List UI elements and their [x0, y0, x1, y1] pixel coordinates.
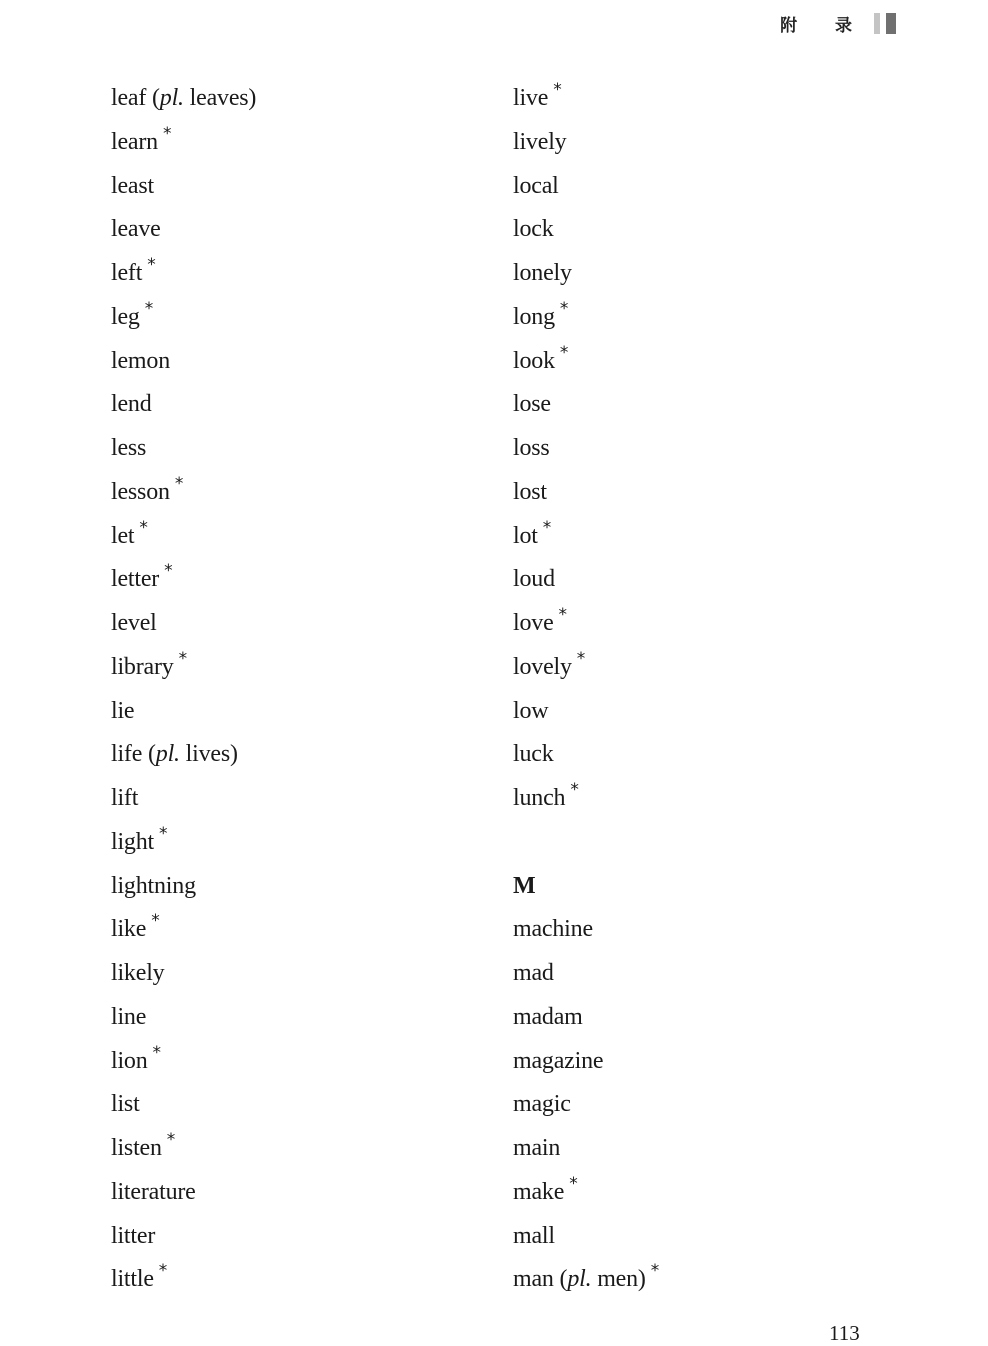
- word-text: loss: [513, 435, 550, 461]
- word-entry: [111, 470, 491, 514]
- word-entry: [513, 514, 893, 558]
- word-text: long: [513, 303, 555, 330]
- section-heading: [513, 864, 893, 908]
- word-text: lively: [513, 128, 567, 155]
- word-text: lot: [513, 522, 538, 549]
- word-entry: [111, 207, 491, 251]
- word-entry: [111, 776, 491, 820]
- word-entry: [513, 645, 893, 689]
- plural-abbrev: pl.: [155, 741, 180, 768]
- asterisk-mark: *: [144, 298, 154, 319]
- word-text: look: [513, 347, 555, 374]
- word-text: lie: [111, 697, 135, 724]
- word-entry: [111, 164, 491, 208]
- word-text: left: [111, 260, 143, 286]
- word-entry: [111, 382, 491, 426]
- word-text: likely: [111, 960, 165, 986]
- word-text: lock: [513, 216, 554, 243]
- word-text: magazine: [513, 1047, 604, 1074]
- word-text: mall: [513, 1222, 555, 1249]
- word-text: lonely: [513, 260, 572, 286]
- plural-form: men): [591, 1266, 646, 1293]
- plural-abbrev: pl.: [567, 1266, 592, 1293]
- word-text: litter: [111, 1222, 156, 1249]
- word-text: library: [111, 653, 174, 680]
- word-text: machine: [513, 916, 593, 943]
- word-entry: [111, 1170, 491, 1214]
- asterisk-mark: *: [559, 298, 569, 319]
- word-entry: [513, 76, 893, 120]
- word-entry: [513, 1170, 893, 1214]
- word-text: lend: [111, 391, 152, 418]
- word-entry: [513, 951, 893, 995]
- word-entry: [513, 339, 893, 383]
- header-bar-dark: [886, 13, 896, 34]
- word-entry: [111, 514, 491, 558]
- word-entry: [513, 1126, 893, 1170]
- word-entry: [513, 1257, 893, 1301]
- page-header: [780, 10, 896, 36]
- word-text: letter: [111, 566, 160, 593]
- asterisk-mark: *: [162, 123, 172, 144]
- word-text: love: [513, 610, 554, 636]
- word-text: list: [111, 1091, 140, 1118]
- plural-abbrev: pl.: [159, 85, 184, 111]
- word-entry: [513, 907, 893, 951]
- word-text: local: [513, 172, 559, 199]
- word-entry: [513, 1214, 893, 1258]
- word-text: lightning: [111, 872, 196, 899]
- header-title: 附 录: [780, 15, 868, 36]
- asterisk-mark: *: [152, 1042, 161, 1063]
- word-entry: [111, 76, 491, 120]
- word-entry: [111, 1257, 491, 1301]
- word-entry: [111, 820, 491, 864]
- word-entry: [111, 251, 491, 295]
- word-text: line: [111, 1003, 147, 1030]
- word-entry: [513, 382, 893, 426]
- word-text: loud: [513, 566, 555, 593]
- word-entry: [513, 470, 893, 514]
- asterisk-mark: *: [553, 80, 562, 100]
- asterisk-mark: *: [650, 1261, 660, 1282]
- word-entry: [513, 295, 893, 339]
- asterisk-mark: *: [166, 1130, 176, 1150]
- word-text: lose: [513, 391, 551, 418]
- asterisk-mark: *: [164, 561, 173, 582]
- word-entry: [111, 951, 491, 995]
- word-text: light: [111, 828, 155, 855]
- word-column-right: [513, 76, 893, 1301]
- plural-form: lives): [179, 741, 238, 768]
- word-entry: [513, 426, 893, 470]
- asterisk-mark: *: [158, 1261, 168, 1282]
- word-entry: [513, 776, 893, 820]
- word-text: make: [513, 1178, 565, 1205]
- word-text: magic: [513, 1091, 571, 1118]
- word-text: lion: [111, 1047, 148, 1074]
- word-text: lemon: [111, 347, 170, 374]
- word-text: lost: [513, 478, 547, 505]
- word-entry: [111, 1039, 491, 1083]
- word-text: lift: [111, 785, 139, 811]
- word-entry: [111, 732, 491, 776]
- word-entry: [513, 732, 893, 776]
- word-text: little: [111, 1266, 154, 1293]
- word-text: like: [111, 916, 147, 943]
- asterisk-mark: *: [542, 517, 552, 538]
- asterisk-mark: *: [174, 473, 184, 494]
- word-entry: [111, 1082, 491, 1126]
- plural-form: leaves): [183, 85, 257, 111]
- word-entry: [111, 557, 491, 601]
- asterisk-mark: *: [576, 648, 586, 669]
- word-entry: [111, 645, 491, 689]
- word-text: lovely: [513, 653, 572, 680]
- word-entry: [111, 907, 491, 951]
- asterisk-mark: *: [559, 342, 569, 363]
- word-entry: [111, 601, 491, 645]
- word-text: luck: [513, 741, 554, 768]
- word-entry: [111, 689, 491, 733]
- word-text: let: [111, 522, 135, 549]
- asterisk-mark: *: [178, 648, 187, 669]
- word-entry: [513, 820, 893, 864]
- asterisk-mark: *: [558, 605, 567, 625]
- word-text: leave: [111, 216, 161, 243]
- asterisk-mark: *: [159, 823, 168, 844]
- word-entry: [513, 995, 893, 1039]
- page-number: 113: [829, 1321, 860, 1345]
- word-text: low: [513, 697, 549, 724]
- word-entry: [513, 1082, 893, 1126]
- word-entry: [111, 120, 491, 164]
- word-text: mad: [513, 960, 554, 986]
- word-text: M: [513, 872, 536, 899]
- word-entry: [111, 295, 491, 339]
- word-entry: [513, 207, 893, 251]
- word-text: literature: [111, 1178, 196, 1205]
- header-bar-light: [874, 13, 880, 34]
- word-entry: [513, 689, 893, 733]
- word-text: man (: [513, 1266, 568, 1293]
- word-entry: [111, 864, 491, 908]
- word-text: leaf (: [111, 85, 160, 111]
- word-text: main: [513, 1135, 561, 1161]
- word-entry: [513, 601, 893, 645]
- word-entry: [513, 120, 893, 164]
- word-text: level: [111, 610, 157, 636]
- word-entry: [111, 426, 491, 470]
- word-text: life (: [111, 741, 156, 768]
- asterisk-mark: *: [569, 1173, 578, 1194]
- word-text: madam: [513, 1003, 583, 1030]
- word-entry: [513, 164, 893, 208]
- word-text: lesson: [111, 478, 170, 505]
- word-entry: [111, 339, 491, 383]
- asterisk-mark: *: [139, 517, 148, 538]
- asterisk-mark: *: [570, 780, 579, 800]
- word-text: lunch: [513, 785, 566, 811]
- word-text: listen: [111, 1135, 162, 1161]
- word-text: leg: [111, 303, 140, 330]
- word-entry: [111, 1214, 491, 1258]
- word-entry: [111, 1126, 491, 1170]
- word-text: learn: [111, 128, 158, 155]
- word-entry: [111, 995, 491, 1039]
- word-text: least: [111, 172, 154, 199]
- word-text: live: [513, 85, 549, 111]
- word-text: less: [111, 435, 147, 461]
- asterisk-mark: *: [147, 255, 156, 275]
- word-entry: [513, 557, 893, 601]
- word-entry: [513, 1039, 893, 1083]
- word-entry: [513, 251, 893, 295]
- asterisk-mark: *: [151, 911, 160, 932]
- word-column-left: [111, 76, 491, 1301]
